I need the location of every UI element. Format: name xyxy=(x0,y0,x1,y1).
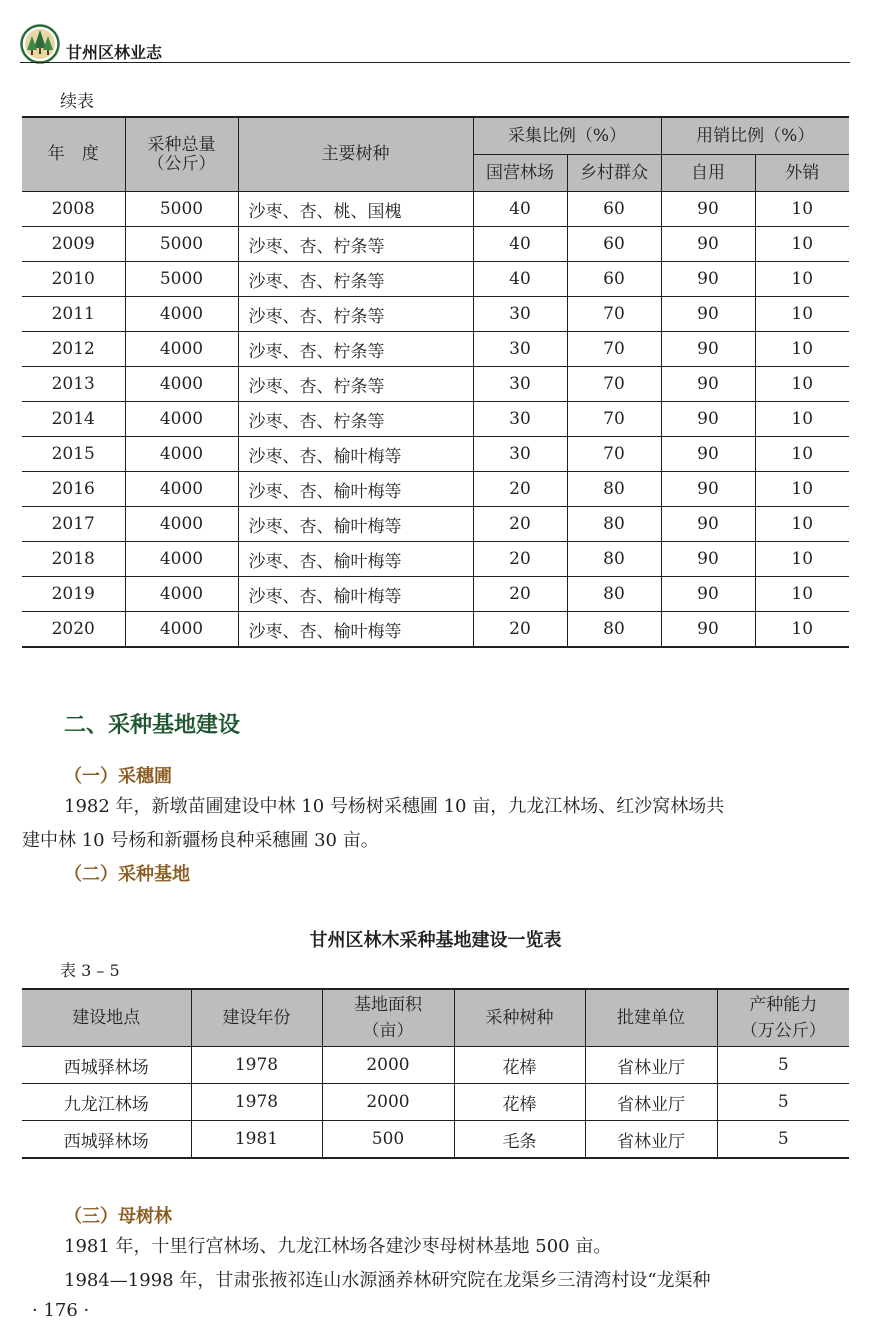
table-row xyxy=(22,437,849,472)
cell-self: 90 xyxy=(661,367,755,402)
paragraph-mother-trees-2: 1984—1998 年，甘肃张掖祁连山水源涵养林研究院在龙渠乡三清湾村设“龙渠种 xyxy=(64,1270,711,1291)
cell-village: 70 xyxy=(567,402,661,437)
cell-species: 沙枣、杏、柠条等 xyxy=(238,402,473,437)
cell-year: 2009 xyxy=(22,227,125,262)
cell-species: 沙枣、杏、柠条等 xyxy=(238,227,473,262)
cell-self: 90 xyxy=(661,332,755,367)
cell-species: 沙枣、杏、柠条等 xyxy=(238,262,473,297)
cell-state: 30 xyxy=(473,332,567,367)
header-species: 主要树种 xyxy=(238,117,473,192)
cell-village: 70 xyxy=(567,332,661,367)
table-row xyxy=(22,297,849,332)
cell-out: 10 xyxy=(755,227,849,262)
table-row xyxy=(22,262,849,297)
cell-self: 90 xyxy=(661,577,755,612)
cell-out: 10 xyxy=(755,577,849,612)
paragraph-nursery-line2: 建中林 10 号杨和新疆杨良种采穗圃 30 亩。 xyxy=(22,830,379,851)
forestry-logo-icon xyxy=(20,24,60,64)
cell-state: 30 xyxy=(473,402,567,437)
cell-out: 10 xyxy=(755,367,849,402)
cell-village: 80 xyxy=(567,507,661,542)
cell-self: 90 xyxy=(661,402,755,437)
table-row xyxy=(22,542,849,577)
cell-year: 2011 xyxy=(22,297,125,332)
subsection-title-mother-trees: （三）母树林 xyxy=(64,1206,172,1227)
table-row xyxy=(22,192,849,227)
cell-out: 10 xyxy=(755,437,849,472)
cell-species: 沙枣、杏、榆叶梅等 xyxy=(238,612,473,648)
book-title: 甘州区林业志 xyxy=(66,43,163,62)
cell-self: 90 xyxy=(661,472,755,507)
header-self-use: 自用 xyxy=(661,155,755,192)
cell-species: 沙枣、杏、榆叶梅等 xyxy=(238,542,473,577)
cell-self: 90 xyxy=(661,297,755,332)
cell-capacity: 5 xyxy=(717,1047,849,1084)
page-number: · 176 · xyxy=(32,1300,90,1321)
section-title: 二、采种基地建设 xyxy=(64,713,241,738)
cell-state: 20 xyxy=(473,507,567,542)
cell-species: 花棒 xyxy=(454,1084,585,1121)
cell-species: 沙枣、杏、柠条等 xyxy=(238,367,473,402)
cell-out: 10 xyxy=(755,612,849,648)
header-seed-species: 采种树种 xyxy=(454,989,585,1047)
cell-area: 500 xyxy=(322,1121,454,1159)
table-row xyxy=(22,1047,849,1084)
cell-total: 4000 xyxy=(125,577,238,612)
cell-species: 沙枣、杏、柠条等 xyxy=(238,297,473,332)
header-area: 基地面积 （亩） xyxy=(322,989,454,1047)
cell-species: 毛条 xyxy=(454,1121,585,1159)
header-total: 采种总量 （公斤） xyxy=(125,117,238,192)
cell-out: 10 xyxy=(755,262,849,297)
table-row xyxy=(22,332,849,367)
cell-approver: 省林业厅 xyxy=(585,1047,717,1084)
cell-total: 4000 xyxy=(125,437,238,472)
cell-approver: 省林业厅 xyxy=(585,1084,717,1121)
cell-state: 20 xyxy=(473,472,567,507)
cell-village: 80 xyxy=(567,612,661,648)
cell-year: 2012 xyxy=(22,332,125,367)
cell-state: 20 xyxy=(473,577,567,612)
header-villagers: 乡村群众 xyxy=(567,155,661,192)
cell-village: 80 xyxy=(567,577,661,612)
cell-self: 90 xyxy=(661,192,755,227)
header-collect-ratio: 采集比例（%） xyxy=(473,117,661,155)
cell-area: 2000 xyxy=(322,1084,454,1121)
cell-site: 西城驿林场 xyxy=(22,1121,191,1159)
table-row xyxy=(22,1121,849,1159)
cell-total: 4000 xyxy=(125,472,238,507)
cell-approver: 省林业厅 xyxy=(585,1121,717,1159)
cell-total: 5000 xyxy=(125,227,238,262)
cell-total: 4000 xyxy=(125,507,238,542)
cell-self: 90 xyxy=(661,612,755,648)
cell-species: 沙枣、杏、榆叶梅等 xyxy=(238,507,473,542)
cell-total: 4000 xyxy=(125,402,238,437)
table-row xyxy=(22,402,849,437)
cell-out: 10 xyxy=(755,192,849,227)
cell-village: 60 xyxy=(567,192,661,227)
cell-capacity: 5 xyxy=(717,1084,849,1121)
table-row xyxy=(22,507,849,542)
header-site: 建设地点 xyxy=(22,989,191,1047)
continued-table-label: 续表 xyxy=(60,92,94,112)
cell-state: 40 xyxy=(473,192,567,227)
paragraph-mother-trees-1: 1981 年，十里行宫林场、九龙江林场各建沙枣母树林基地 500 亩。 xyxy=(64,1236,612,1257)
cell-state: 30 xyxy=(473,297,567,332)
cell-village: 60 xyxy=(567,262,661,297)
cell-village: 70 xyxy=(567,437,661,472)
cell-out: 10 xyxy=(755,507,849,542)
cell-total: 4000 xyxy=(125,612,238,648)
cell-species: 沙枣、杏、桃、国槐 xyxy=(238,192,473,227)
cell-state: 20 xyxy=(473,542,567,577)
seed-collection-table xyxy=(22,116,849,648)
header-state-farm: 国营林场 xyxy=(473,155,567,192)
header-export: 外销 xyxy=(755,155,849,192)
cell-state: 20 xyxy=(473,612,567,648)
cell-village: 80 xyxy=(567,542,661,577)
table-row xyxy=(22,227,849,262)
cell-out: 10 xyxy=(755,332,849,367)
seed-base-table xyxy=(22,988,849,1159)
cell-year: 2016 xyxy=(22,472,125,507)
cell-year: 1981 xyxy=(191,1121,322,1159)
cell-capacity: 5 xyxy=(717,1121,849,1159)
cell-species: 沙枣、杏、柠条等 xyxy=(238,332,473,367)
header-approver: 批建单位 xyxy=(585,989,717,1047)
cell-total: 5000 xyxy=(125,192,238,227)
cell-year: 2018 xyxy=(22,542,125,577)
cell-year: 2020 xyxy=(22,612,125,648)
header-capacity: 产种能力 （万公斤） xyxy=(717,989,849,1047)
header-divider xyxy=(20,62,850,63)
cell-year: 2010 xyxy=(22,262,125,297)
cell-year: 2013 xyxy=(22,367,125,402)
table-row xyxy=(22,1084,849,1121)
cell-area: 2000 xyxy=(322,1047,454,1084)
paragraph-nursery-line1: 1982 年，新墩苗圃建设中林 10 号杨树采穗圃 10 亩，九龙江林场、红沙窝林场共 xyxy=(64,796,725,817)
cell-out: 10 xyxy=(755,472,849,507)
cell-total: 4000 xyxy=(125,542,238,577)
cell-village: 60 xyxy=(567,227,661,262)
cell-state: 30 xyxy=(473,367,567,402)
cell-out: 10 xyxy=(755,297,849,332)
table-row xyxy=(22,472,849,507)
cell-state: 30 xyxy=(473,437,567,472)
header-build-year: 建设年份 xyxy=(191,989,322,1047)
subsection-title-base: （二）采种基地 xyxy=(64,864,190,885)
cell-village: 70 xyxy=(567,367,661,402)
cell-self: 90 xyxy=(661,542,755,577)
cell-year: 1978 xyxy=(191,1084,322,1121)
cell-state: 40 xyxy=(473,262,567,297)
cell-out: 10 xyxy=(755,402,849,437)
header-year: 年 度 xyxy=(22,117,125,192)
page-header xyxy=(20,18,850,64)
cell-self: 90 xyxy=(661,227,755,262)
cell-species: 沙枣、杏、榆叶梅等 xyxy=(238,577,473,612)
cell-year: 2017 xyxy=(22,507,125,542)
table-number: 表 3 – 5 xyxy=(60,961,120,980)
cell-self: 90 xyxy=(661,507,755,542)
cell-self: 90 xyxy=(661,437,755,472)
cell-village: 70 xyxy=(567,297,661,332)
cell-self: 90 xyxy=(661,262,755,297)
cell-year: 1978 xyxy=(191,1047,322,1084)
cell-site: 九龙江林场 xyxy=(22,1084,191,1121)
cell-year: 2019 xyxy=(22,577,125,612)
cell-total: 4000 xyxy=(125,367,238,402)
cell-total: 4000 xyxy=(125,297,238,332)
subsection-title-nursery: （一）采穗圃 xyxy=(64,766,172,787)
table-row xyxy=(22,367,849,402)
cell-species: 花棒 xyxy=(454,1047,585,1084)
cell-total: 5000 xyxy=(125,262,238,297)
header-use-ratio: 用销比例（%） xyxy=(661,117,849,155)
cell-village: 80 xyxy=(567,472,661,507)
cell-year: 2008 xyxy=(22,192,125,227)
cell-year: 2015 xyxy=(22,437,125,472)
cell-site: 西城驿林场 xyxy=(22,1047,191,1084)
table-row xyxy=(22,612,849,648)
cell-total: 4000 xyxy=(125,332,238,367)
table-title: 甘州区林木采种基地建设一览表 xyxy=(309,930,562,951)
cell-year: 2014 xyxy=(22,402,125,437)
cell-species: 沙枣、杏、榆叶梅等 xyxy=(238,472,473,507)
cell-out: 10 xyxy=(755,542,849,577)
cell-state: 40 xyxy=(473,227,567,262)
cell-species: 沙枣、杏、榆叶梅等 xyxy=(238,437,473,472)
table-row xyxy=(22,577,849,612)
